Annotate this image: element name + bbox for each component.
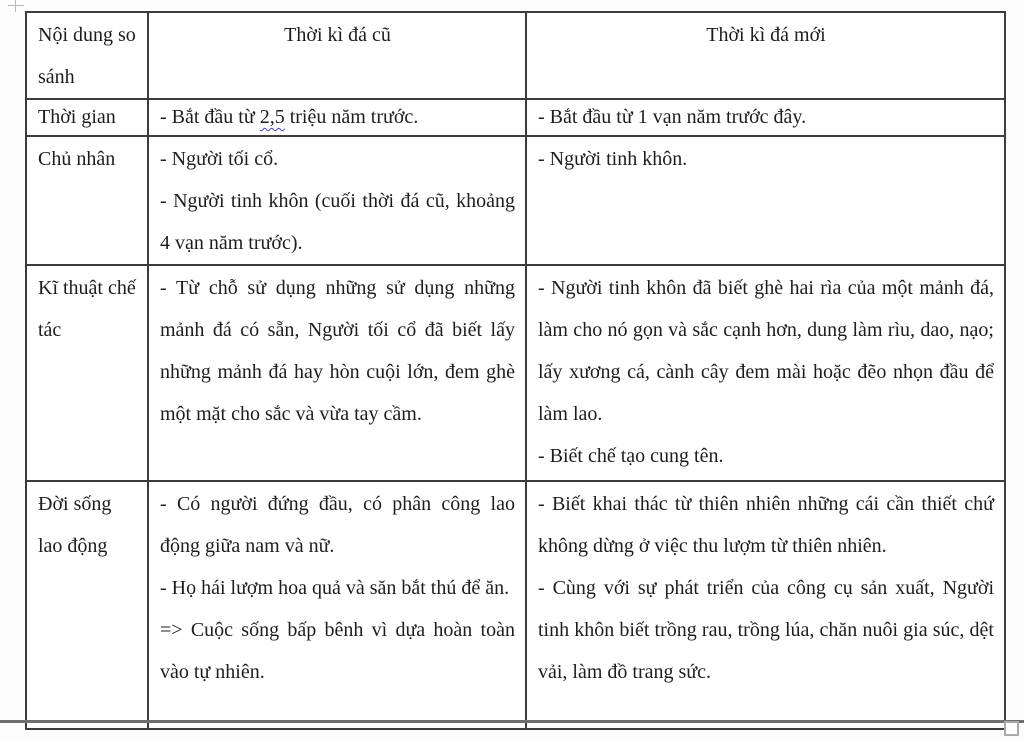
cell-technique-new-item-2: - Biết chế tạo cung tên. — [538, 445, 724, 467]
cell-owner-old-item-1: - Người tối cổ. — [160, 148, 279, 170]
time-old-pre: - Bắt đầu từ — [160, 106, 260, 128]
cell-time-new-text: - Bắt đầu từ 1 vạn năm trước đây. — [538, 106, 807, 128]
spellcheck-flagged-text: 2,5 — [259, 106, 285, 128]
header-cell-old-age — [148, 12, 526, 99]
resize-handle-icon[interactable] — [1004, 721, 1019, 736]
table-row-labor — [26, 481, 1005, 729]
cell-labor-new-item-1: - Biết khai thác từ thiên nhiên những cái cần thiết chứ không dừng ở việc thu lượm từ thiên nhiên. — [538, 493, 994, 557]
cell-technique-old-item-1: - Từ chỗ sử dụng những sử dụng những mảnh đá có sẵn, Người tối cổ đã biết lấy những mảnh đá hay hòn cuội lớn, đem ghè một mặt cho sắc và vừa tay cầm. — [160, 277, 515, 425]
row-label-owner-text: Chủ nhân — [38, 148, 116, 170]
table-header-row — [26, 12, 1005, 99]
row-label-technique-text: Kĩ thuật chế tác — [38, 277, 136, 341]
cell-labor-old-item-1: - Có người đứng đầu, có phân công lao động giữa nam và nữ. — [160, 493, 515, 557]
cell-owner-old — [148, 136, 526, 265]
cell-owner-new-item-1: - Người tinh khôn. — [538, 148, 688, 170]
table-bottom-rule — [0, 720, 1024, 723]
cell-owner-old-item-2: - Người tinh khôn (cuối thời đá cũ, khoảng 4 vạn năm trước). — [160, 190, 515, 254]
crop-mark-icon — [8, 0, 24, 12]
cell-labor-old-item-2: - Họ hái lượm hoa quả và săn bắt thú để ăn. — [160, 577, 510, 599]
cell-time-new — [526, 99, 1005, 136]
header-cell-compare — [26, 12, 148, 99]
cell-labor-new-item-2: - Cùng với sự phát triển của công cụ sản xuất, Người tinh khôn biết trồng rau, trồng lúa, chăn nuôi gia súc, dệt vải, làm đồ trang sức. — [538, 577, 994, 683]
cell-labor-old-item-3: => Cuộc sống bấp bênh vì dựa hoàn toàn vào tự nhiên. — [160, 619, 515, 683]
row-label-time — [26, 99, 148, 136]
cell-owner-new — [526, 136, 1005, 265]
table-row-time — [26, 99, 1005, 136]
row-label-technique — [26, 265, 148, 481]
cell-technique-new — [526, 265, 1005, 481]
time-old-post: triệu năm trước. — [284, 106, 419, 128]
comparison-table — [25, 11, 1006, 730]
row-label-labor-text: Đời sống lao động — [38, 493, 112, 557]
row-label-time-text: Thời gian — [38, 106, 116, 128]
row-label-labor — [26, 481, 148, 729]
header-old-age-label: Thời kì đá cũ — [284, 24, 391, 46]
header-cell-new-age — [526, 12, 1005, 99]
row-label-owner — [26, 136, 148, 265]
header-new-age-label: Thời kì đá mới — [706, 24, 826, 46]
cell-technique-old — [148, 265, 526, 481]
header-compare-label: Nội dung so sánh — [38, 24, 136, 88]
cell-time-old — [148, 99, 526, 136]
cell-labor-new — [526, 481, 1005, 729]
table-row-technique — [26, 265, 1005, 481]
table-row-owner — [26, 136, 1005, 265]
cell-time-old-text — [160, 101, 515, 134]
cell-labor-old — [148, 481, 526, 729]
cell-technique-new-item-1: - Người tinh khôn đã biết ghè hai rìa của một mảnh đá, làm cho nó gọn và sắc cạnh hơn, dung làm rìu, dao, nạo; lấy xương cá, cành cây đem mài hoặc đẽo nhọn đầu để làm lao. — [538, 277, 994, 425]
